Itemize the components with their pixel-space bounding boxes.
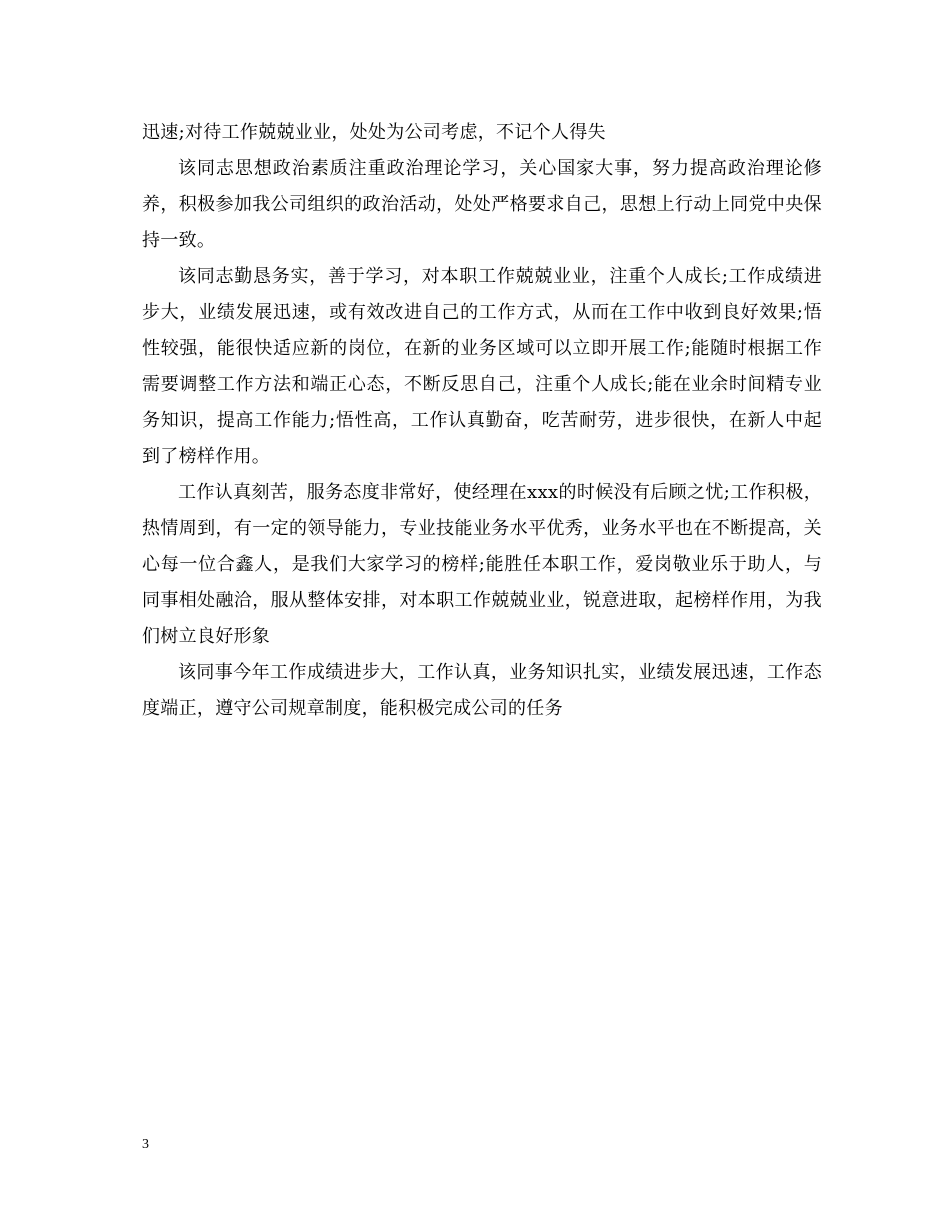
document-body: [142, 115, 822, 727]
page-number: 3: [142, 1137, 149, 1152]
paragraph-annual-performance: 该同事今年工作成绩进步大，工作认真，业务知识扎实，业绩发展迅速，工作态度端正，遵守公司规章制度，能积极完成公司的任务: [142, 662, 822, 719]
paragraph-diligence: 该同志勤恳务实，善于学习，对本职工作兢兢业业，注重个人成长;工作成绩进步大，业绩发展迅速，或有效改进自己的工作方式，从而在工作中收到良好效果;悟性较强，能很快适应新的岗位，在新的业务区域可以立即开展工作;能随时根据工作需要调整工作方法和端正心态，不断反思自己，注重个人成长;能在业余时间精专业务知识，提高工作能力;悟性高，工作认真勤奋，吃苦耐劳，进步很快，在新人中起到了榜样作用。: [142, 266, 822, 467]
paragraph-service-attitude: 工作认真刻苦，服务态度非常好，使经理在xxx的时候没有后顾之忧;工作积极，热情周到，有一定的领导能力，专业技能业务水平优秀，业务水平也在不断提高，关心每一位合鑫人，是我们大家学习的榜样;能胜任本职工作，爱岗敬业乐于助人，与同事相处融洽，服从整体安排，对本职工作兢兢业业，锐意进取，起榜样作用，为我们树立良好形象: [142, 482, 822, 647]
paragraph-political-quality: 该同志思想政治素质注重政治理论学习，关心国家大事，努力提高政治理论修养，积极参加我公司组织的政治活动，处处严格要求自己，思想上行动上同党中央保持一致。: [142, 158, 822, 251]
paragraph-continuation: 迅速;对待工作兢兢业业，处处为公司考虑，不记个人得失: [142, 122, 606, 143]
